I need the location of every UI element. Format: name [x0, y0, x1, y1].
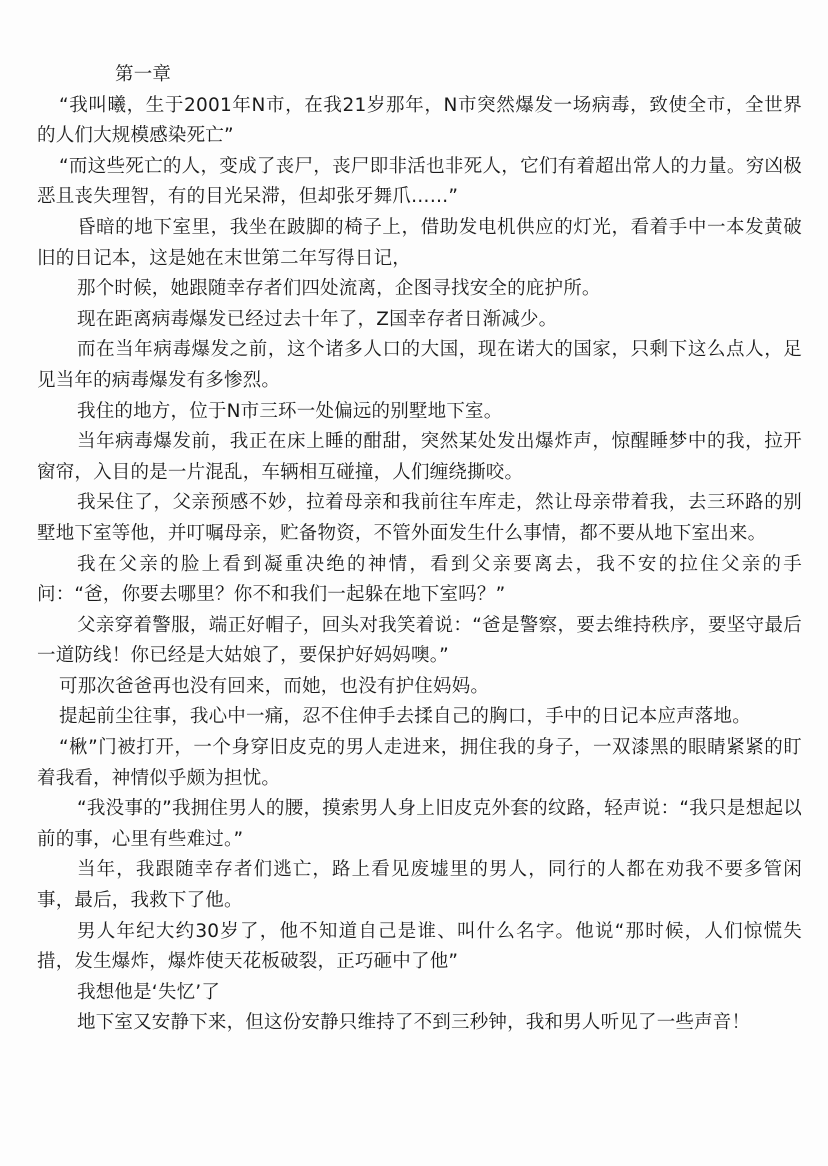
paragraph: 昏暗的地下室里，我坐在跛脚的椅子上，借助发电机供应的灯光，看着手中一本发黄破旧的日记本，这是她在末世第二年写得日记，: [37, 216, 802, 269]
paragraph: 而在当年病毒爆发之前，这个诸多人口的大国，现在诺大的国家，只剩下这么点人，足见当年的病毒爆发有多惨烈。: [37, 339, 802, 391]
paragraph: 现在距离病毒爆发已经过去十年了，Z国幸存者日渐减少。: [77, 308, 558, 330]
paragraph: 提起前尘往事，我心中一痛，忍不住伸手去揉自己的胸口，手中的日记本应声落地。: [59, 706, 751, 728]
paragraph: 父亲穿着警服，端正好帽子，回头对我笑着说：“爸是警察，要去维持秩序，要坚守最后一道防线！你已经是大姑娘了，要保护好妈妈噢。”: [37, 614, 802, 667]
paragraph: 我呆住了，父亲预感不妙，拉着母亲和我前往车库走，然让母亲带着我，去三环路的别墅地下室等他，并叮嘱母亲，贮备物资，不管外面发生什么事情，都不要从地下室出来。: [37, 492, 802, 544]
chapter-title: 第一章: [115, 64, 172, 85]
paragraph: 当年病毒爆发前，我正在床上睡的酣甜，突然某处发出爆炸声，惊醒睡梦中的我，拉开窗帘，入目的是一片混乱，车辆相互碰撞，人们缠绕撕咬。: [37, 431, 802, 483]
paragraph: “我没事的”我拥住男人的腰，摸索男人身上旧皮克外套的纹路，轻声说：“我只是想起以前的事，心里有些难过。”: [37, 798, 802, 850]
paragraph: “我叫曦，生于2001年N市，在我21岁那年，N市突然爆发一场病毒，致使全市，全世界的人们大规模感染死亡”: [37, 94, 802, 147]
paragraph: 地下室又安静下来，但这份安静只维持了不到三秒钟，我和男人听见了一些声音！: [77, 1012, 751, 1034]
document-body: [37, 60, 802, 1039]
paragraph: 我想他是‘失忆’了: [77, 981, 221, 1003]
paragraph: “楸”门被打开，一个身穿旧皮克的男人走进来，拥住我的身子，一双漆黑的眼睛紧紧的盯着我看，神情似乎颇为担忧。: [37, 737, 802, 789]
paragraph: 男人年纪大约30岁了，他不知道自己是谁、叫什么名字。他说“那时候，人们惊慌失措，发生爆炸，爆炸使天花板破裂，正巧砸中了他”: [37, 920, 802, 973]
paragraph: 当年，我跟随幸存者们逃亡，路上看见废墟里的男人，同行的人都在劝我不要多管闲事，最后，我救下了他。: [37, 859, 802, 912]
paragraph: 我在父亲的脸上看到凝重决绝的神情，看到父亲要离去，我不安的拉住父亲的手问：“爸，你要去哪里？你不和我们一起躲在地下室吗？”: [37, 553, 802, 606]
paragraph: “而这些死亡的人，变成了丧尸，丧尸即非活也非死人，它们有着超出常人的力量。穷凶极恶且丧失理智，有的目光呆滞，但却张牙舞爪……”: [37, 155, 802, 208]
paragraph: 可那次爸爸再也没有回来，而她，也没有护住妈妈。: [59, 675, 490, 697]
paragraph: 那个时候，她跟随幸存者们四处流离，企图寻找安全的庇护所。: [77, 278, 601, 300]
paragraph: 我住的地方，位于N市三环一处偏远的别墅地下室。: [77, 400, 503, 422]
